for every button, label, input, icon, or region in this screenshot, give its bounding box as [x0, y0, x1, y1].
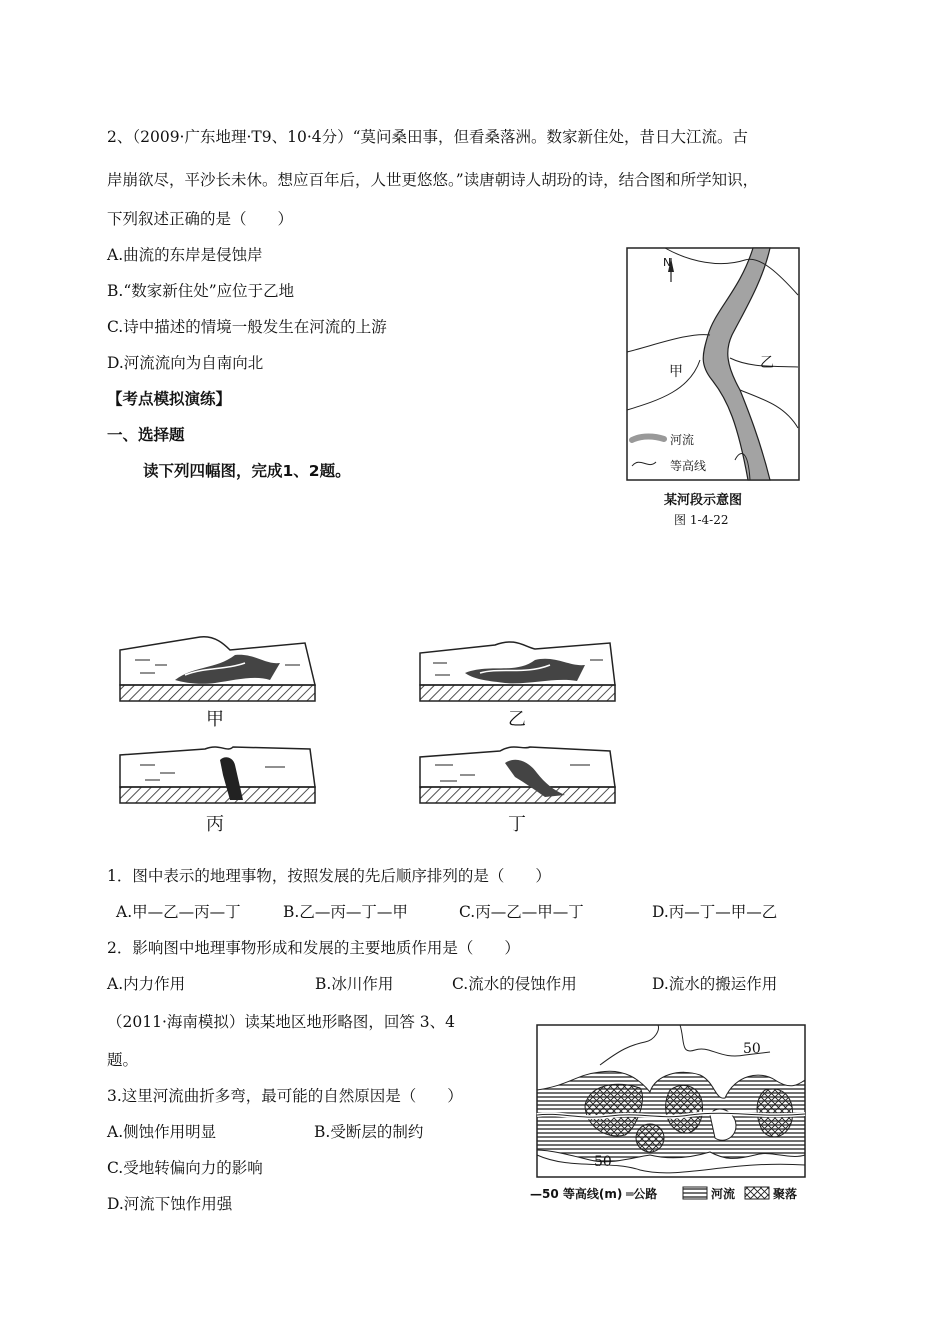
legend-river-swatch [632, 437, 664, 441]
landform-diagrams-right [405, 625, 735, 870]
legend-contour-label: 等高线 [670, 459, 707, 473]
block-yi [420, 642, 615, 701]
legend-river-swatch [683, 1187, 707, 1199]
q1-option-a: A.甲—乙—丙—丁 [116, 903, 241, 921]
q2-line-2: 岸崩欲尽，平沙长未休。想应百年后，人世更悠悠。”读唐朝诗人胡玢的诗，结合图和所学知识， [107, 171, 759, 189]
block-jia [120, 637, 315, 701]
q2-option-a: A.曲流的东岸是侵蚀岸 [107, 246, 263, 264]
legend-river: 河流 [711, 1187, 736, 1201]
q1-stem: 1．图中表示的地理事物，按照发展的先后顺序排列的是（ ） [107, 867, 551, 885]
q34-intro-line-1: （2011·海南模拟）读某地区地形略图，回答 3、4 [107, 1013, 456, 1031]
q2b-option-c: C.流水的侵蚀作用 [452, 975, 577, 993]
figure-number: 图 1-4-22 [674, 513, 729, 527]
q1-option-c: C.丙—乙—甲—丁 [459, 903, 584, 921]
q34-intro-line-2: 题。 [107, 1051, 139, 1069]
subsection-title: 一、选择题 [107, 426, 185, 444]
legend-settlement: 聚落 [773, 1187, 798, 1201]
q2b-option-d: D.流水的搬运作用 [652, 975, 778, 993]
block-label-bing: 丙 [206, 814, 224, 835]
legend-settlement-swatch [745, 1187, 769, 1199]
landform-diagrams-left [105, 625, 435, 870]
q3-option-d: D.河流下蚀作用强 [107, 1195, 233, 1213]
legend-road: ═公路 [626, 1187, 658, 1201]
q2-line-3: 下列叙述正确的是（ ） [107, 210, 294, 228]
q2-option-d: D.河流流向为自南向北 [107, 354, 264, 372]
q3-option-b: B.受断层的制约 [314, 1123, 424, 1141]
block-label-yi: 乙 [508, 709, 526, 730]
q2b-option-b: B.冰川作用 [315, 975, 394, 993]
north-label: N [663, 256, 672, 269]
block-bing [120, 747, 315, 803]
contour-label-south: 50 [594, 1154, 612, 1170]
contour-label-north: 50 [743, 1041, 761, 1057]
q2b-stem: 2．影响图中地理事物形成和发展的主要地质作用是（ ） [107, 939, 520, 957]
block-ding [420, 747, 615, 803]
river-section-figure [620, 240, 810, 535]
q2-option-b: B.“数家新住处”应位于乙地 [107, 282, 295, 300]
q2b-option-a: A.内力作用 [107, 975, 186, 993]
q3-option-a: A.侧蚀作用明显 [107, 1123, 217, 1141]
block-label-jia: 甲 [206, 709, 224, 730]
q3-option-c: C.受地转偏向力的影响 [107, 1159, 263, 1177]
q2-line-1: 2、（2009·广东地理·T9、10·4分）“莫问桑田事，但看桑落洲。数家新住处，昔日大江流。古 [107, 128, 749, 146]
q1-option-b: B.乙—丙—丁—甲 [283, 903, 408, 921]
q1-option-d: D.丙—丁—甲—乙 [652, 903, 778, 921]
figure-caption: 某河段示意图 [664, 493, 743, 508]
terrain-sketch-figure [530, 1020, 820, 1210]
river-lowland [537, 1071, 805, 1162]
q3-stem: 3.这里河流曲折多弯，最可能的自然原因是（ ） [107, 1087, 463, 1105]
label-jia: 甲 [669, 364, 683, 380]
section-title: 【考点模拟演练】 [107, 390, 232, 408]
block-label-ding: 丁 [508, 814, 526, 835]
q2-option-c: C.诗中描述的情境一般发生在河流的上游 [107, 318, 387, 336]
intro-q1-2: 读下列四幅图，完成1、2题。 [143, 462, 351, 480]
legend-contour: —50 等高线(m) [530, 1187, 623, 1201]
label-yi: 乙 [760, 355, 774, 371]
legend-river-label: 河流 [670, 433, 695, 447]
